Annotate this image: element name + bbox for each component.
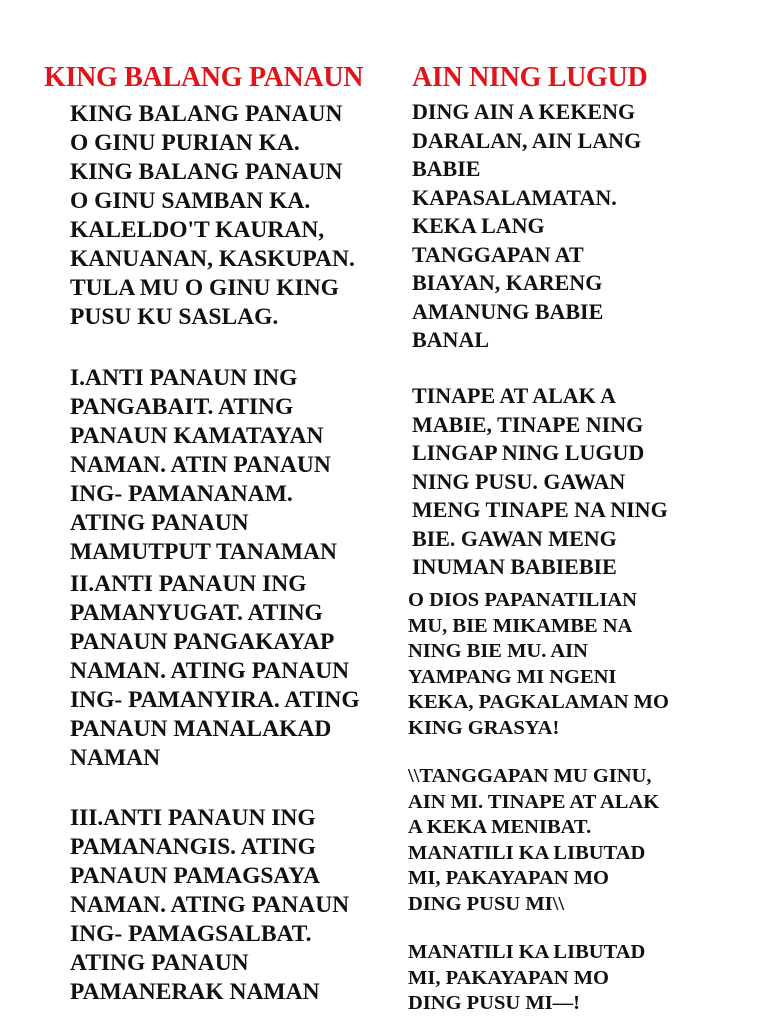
lyric-line: ING- PAMAGSALBAT. — [70, 921, 312, 947]
lyric-line: KING GRASYA! — [408, 716, 560, 739]
lyric-line: TANGGAPAN AT — [412, 241, 584, 267]
lyric-line: NAMAN. ATING PANAUN — [70, 892, 350, 918]
lyric-line: NAMAN — [70, 745, 161, 771]
lyric-line: O GINU SAMBAN KA. — [70, 188, 311, 214]
lyric-line: LINGAP NING LUGUD — [412, 440, 645, 465]
left-verse-3 — [70, 804, 349, 1007]
lyric-line: MAMUTPUT TANAMAN — [70, 539, 337, 565]
lyric-line: KING BALANG PANAUN — [70, 159, 343, 185]
lyric-line: DING PUSU MI\\ — [408, 892, 565, 915]
lyric-line: MU, BIE MIKAMBE NA — [408, 614, 633, 637]
lyric-line: PAMANANGIS. ATING — [70, 834, 316, 860]
right-verse-1 — [412, 98, 641, 355]
lyric-line: AMANUNG BABIE — [412, 298, 604, 324]
lyric-line: KANUANAN, KASKUPAN. — [70, 246, 355, 272]
lyric-line: NING BIE MU. AIN — [408, 640, 588, 662]
lyric-line: MABIE, TINAPE NING — [412, 411, 644, 437]
lyric-line: AIN MI. TINAPE AT ALAK — [408, 790, 660, 813]
lyric-line: MANATILI KA LIBUTAD — [408, 941, 646, 963]
lyric-line: O DIOS PAPANATILIAN — [408, 589, 637, 611]
lyric-line: NAMAN. ATING PANAUN — [70, 658, 350, 684]
left-song-title: KING BALANG PANAUN — [44, 62, 364, 93]
left-verse-intro — [70, 100, 355, 332]
lyric-line: DING AIN A KEKENG — [412, 99, 636, 124]
lyric-line: INUMAN BABIEBIE — [412, 554, 617, 579]
lyric-line: NING PUSU. GAWAN — [412, 468, 626, 494]
right-verse-4 — [408, 764, 659, 917]
lyric-line: PANAUN KAMATAYAN — [70, 423, 324, 449]
lyric-line: PUSU KU SASLAG. — [70, 304, 279, 330]
lyric-line: KEKA LANG — [412, 213, 545, 238]
lyric-line: KALELDO'T KAURAN, — [70, 217, 325, 243]
lyric-line: MANATILI KA LIBUTAD — [408, 841, 646, 864]
lyric-line: DARALAN, AIN LANG — [412, 127, 642, 153]
lyric-line: ATING PANAUN — [70, 950, 249, 976]
right-verse-2 — [412, 382, 668, 582]
lyric-line: \\TANGGAPAN MU GINU, — [408, 765, 652, 787]
lyric-line: MENG TINAPE NA NING — [412, 497, 668, 522]
lyric-line: TULA MU O GINU KING — [70, 275, 339, 301]
right-verse-5 — [408, 940, 645, 1017]
lyric-line: A KEKA MENIBAT. — [408, 816, 592, 838]
lyric-line: BANAL — [412, 327, 490, 352]
lyric-line: NAMAN. ATIN PANAUN — [70, 452, 331, 478]
lyric-line: KAPASALAMATAN. — [412, 184, 617, 210]
lyric-line: ING- PAMANYIRA. ATING — [70, 687, 360, 713]
left-verse-2 — [70, 570, 360, 773]
lyric-line: II.ANTI PANAUN ING — [70, 571, 307, 597]
lyric-line: TINAPE AT ALAK A — [412, 383, 616, 408]
lyric-line: YAMPANG MI NGENI — [408, 665, 617, 688]
lyric-line: PANAUN MANALAKAD — [70, 716, 332, 742]
right-song-title: AIN NING LUGUD — [412, 62, 648, 93]
left-verse-1 — [70, 364, 337, 567]
lyric-line: BIAYAN, KARENG — [412, 270, 603, 295]
lyric-line: PAMANYUGAT. ATING — [70, 600, 323, 626]
right-verse-3 — [408, 588, 669, 741]
lyric-line: BIE. GAWAN MENG — [412, 525, 617, 551]
lyric-line: ING- PAMANANAM. — [70, 481, 293, 507]
lyric-line: PAMANERAK NAMAN — [70, 979, 320, 1005]
lyric-line: DING PUSU MI—! — [408, 992, 580, 1014]
lyric-line: PANGABAIT. ATING — [70, 394, 294, 420]
lyric-line: MI, PAKAYAPAN MO — [408, 966, 610, 989]
lyric-line: KEKA, PAGKALAMAN MO — [408, 691, 669, 713]
lyric-line: O GINU PURIAN KA. — [70, 130, 300, 156]
lyric-line: MI, PAKAYAPAN MO — [408, 867, 610, 889]
lyric-line: I.ANTI PANAUN ING — [70, 365, 298, 391]
lyric-line: BABIE — [412, 156, 481, 181]
lyric-line: KING BALANG PANAUN — [70, 101, 343, 127]
lyric-line: III.ANTI PANAUN ING — [70, 805, 316, 831]
lyric-line: ATING PANAUN — [70, 510, 249, 536]
lyric-line: PANAUN PANGAKAYAP — [70, 629, 335, 655]
lyric-line: PANAUN PAMAGSAYA — [70, 863, 321, 889]
